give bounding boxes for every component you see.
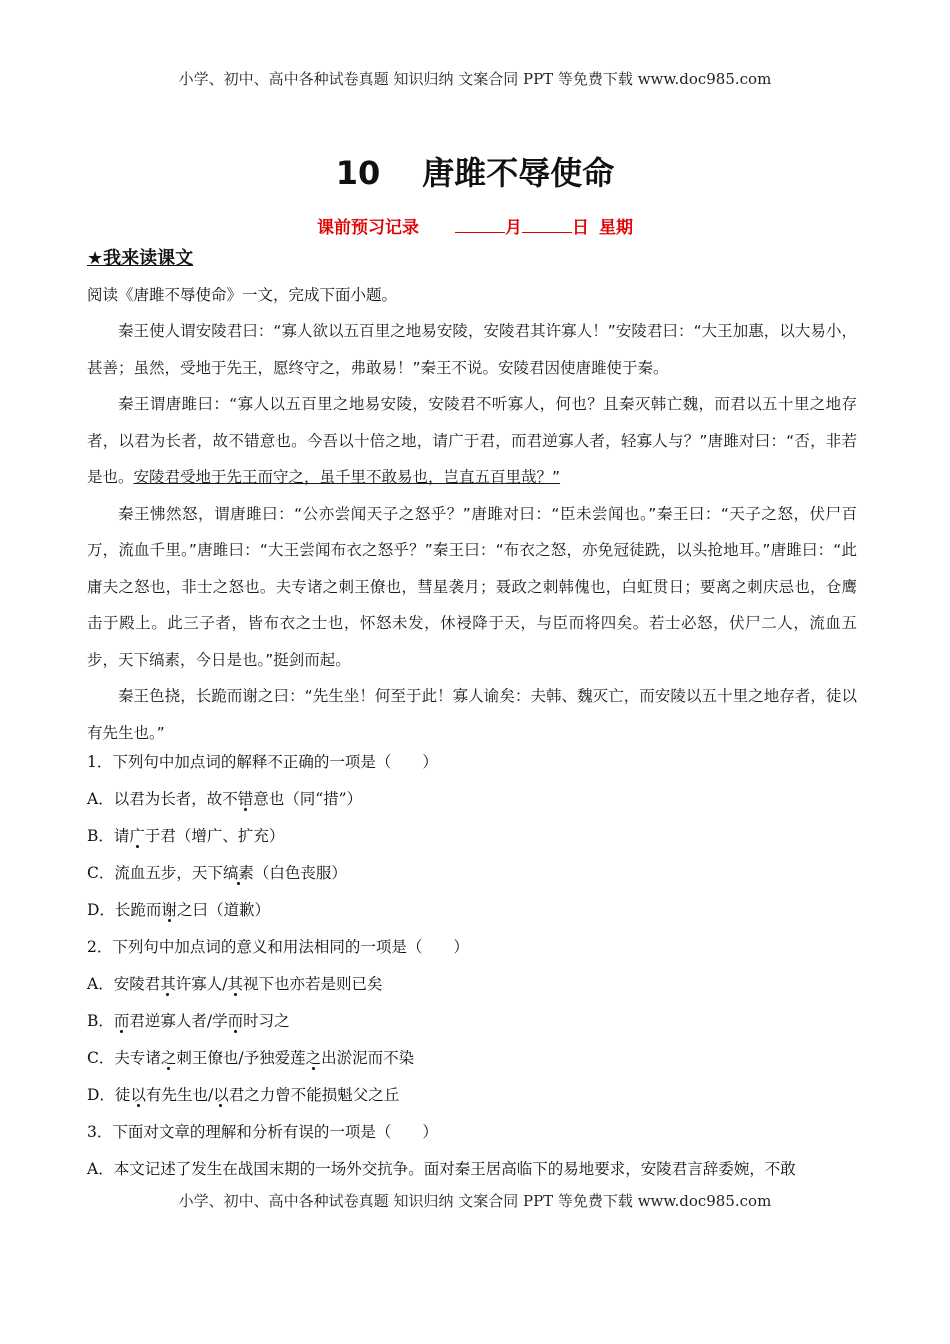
lesson-number: 10 xyxy=(335,154,381,192)
dotted-word: 而 xyxy=(227,1012,244,1030)
dotted-word: 之 xyxy=(305,1049,322,1067)
weekday-label: 星期 xyxy=(599,218,633,238)
dotted-word: 其 xyxy=(160,975,176,993)
dotted-word: 以 xyxy=(213,1086,229,1104)
dotted-word: 之 xyxy=(160,1049,177,1067)
reading-instruction: 阅读《唐雎不辱使命》一文，完成下面小题。 xyxy=(87,286,398,304)
month-label: 月 xyxy=(505,218,522,238)
underlined-sentence: 安陵君受地于先王而守之，虽千里不敢易也，岂直五百里哉？” xyxy=(133,468,561,486)
question-1-option-b: B．请广于君（增广、扩充） xyxy=(87,827,285,845)
question-1-option-c: C．流血五步，天下缟素（白色丧服） xyxy=(87,864,347,882)
question-2-option-b: B．而君逆寡人者/学而时习之 xyxy=(87,1012,290,1030)
classical-passage xyxy=(87,313,857,751)
dotted-word: 错 xyxy=(237,790,254,808)
dotted-word: 谢 xyxy=(161,901,177,919)
dotted-word: 广 xyxy=(129,827,145,845)
dotted-word: 缟素 xyxy=(222,864,254,882)
dotted-word: 而 xyxy=(113,1012,130,1030)
question-1-option-a: A．以君为长者，故不错意也（同“措”） xyxy=(87,790,363,808)
passage-paragraph-4: 秦王色挠，长跪而谢之曰：“先生坐！何至于此！寡人谕矣：夫韩、魏灭亡，而安陵以五十里之地存者，徒以有先生也。” xyxy=(87,687,857,742)
question-2-option-d: D．徒以有先生也/以君之力曾不能损魁父之丘 xyxy=(87,1086,400,1104)
passage-paragraph-1: 秦王使人谓安陵君曰：“寡人欲以五百里之地易安陵，安陵君其许寡人！”安陵君曰：“大王加惠，以大易小，甚善；虽然，受地于先王，愿终守之，弗敢易！”秦王不说。安陵君因使唐雎使于秦。 xyxy=(87,322,857,377)
passage-paragraph-2-text: 秦王谓唐雎曰：“寡人以五百里之地易安陵，安陵君不听寡人，何也？且秦灭韩亡魏，而君以五十里之地存者，以君为长者，故不错意也。今吾以十倍之地，请广于君，而君逆寡人者，轻寡人与？”唐雎对曰：“否，非若是也。 xyxy=(87,395,857,486)
question-2-option-c: C．夫专诸之刺王僚也/予独爱莲之出淤泥而不染 xyxy=(87,1049,415,1067)
dotted-word: 以 xyxy=(130,1086,146,1104)
preview-record-line xyxy=(0,213,950,238)
question-2-stem: 2．下列句中加点词的意义和用法相同的一项是（ ） xyxy=(87,938,469,956)
page-header: 小学、初中、高中各种试卷真题 知识归纳 文案合同 PPT 等免费下载 www.doc985.com xyxy=(178,70,772,88)
month-blank xyxy=(455,218,505,233)
question-1-stem: 1．下列句中加点词的解释不正确的一项是（ ） xyxy=(87,753,438,771)
section-heading: ★我来读课文 xyxy=(87,248,194,269)
day-label: 日 xyxy=(572,218,589,238)
lesson-title: 唐雎不辱使命 xyxy=(422,154,615,192)
question-3-stem: 3．下面对文章的理解和分析有误的一项是（ ） xyxy=(87,1123,438,1141)
question-3-option-a: A．本文记述了发生在战国末期的一场外交抗争。面对秦王居高临下的易地要求，安陵君言辞委婉，不敢 xyxy=(87,1160,796,1178)
dotted-word: 其 xyxy=(227,975,243,993)
page-title xyxy=(0,148,950,194)
question-2-option-a: A．安陵君其许寡人/其视下也亦若是则已矣 xyxy=(87,975,383,993)
day-blank xyxy=(522,218,572,233)
question-1-option-d: D．长跪而谢之曰（道歉） xyxy=(87,901,270,919)
passage-paragraph-2 xyxy=(87,386,857,496)
question-list xyxy=(87,748,862,1192)
passage-paragraph-3: 秦王怫然怒，谓唐雎曰：“公亦尝闻天子之怒乎？”唐雎对曰：“臣未尝闻也。”秦王曰：“天子之怒，伏尸百万，流血千里。”唐雎曰：“大王尝闻布衣之怒乎？”秦王曰：“布衣之怒，亦免冠徒跣，以头抢地耳。”唐雎曰：“此庸夫之怒也，非士之怒也。夫专诸之刺王僚也，彗星袭月；聂政之刺韩傀也，白虹贯日；要离之刺庆忌也，仓鹰击于殿上。此三子者，皆布衣之士也，怀怒未发，休祲降于天，与臣而将四矣。若士必怒，伏尸二人，流血五步，天下缟素，今日是也。”挺剑而起。 xyxy=(87,504,857,669)
page-footer: 小学、初中、高中各种试卷真题 知识归纳 文案合同 PPT 等免费下载 www.doc985.com xyxy=(178,1192,772,1210)
preview-record-label: 课前预习记录 xyxy=(317,218,419,238)
